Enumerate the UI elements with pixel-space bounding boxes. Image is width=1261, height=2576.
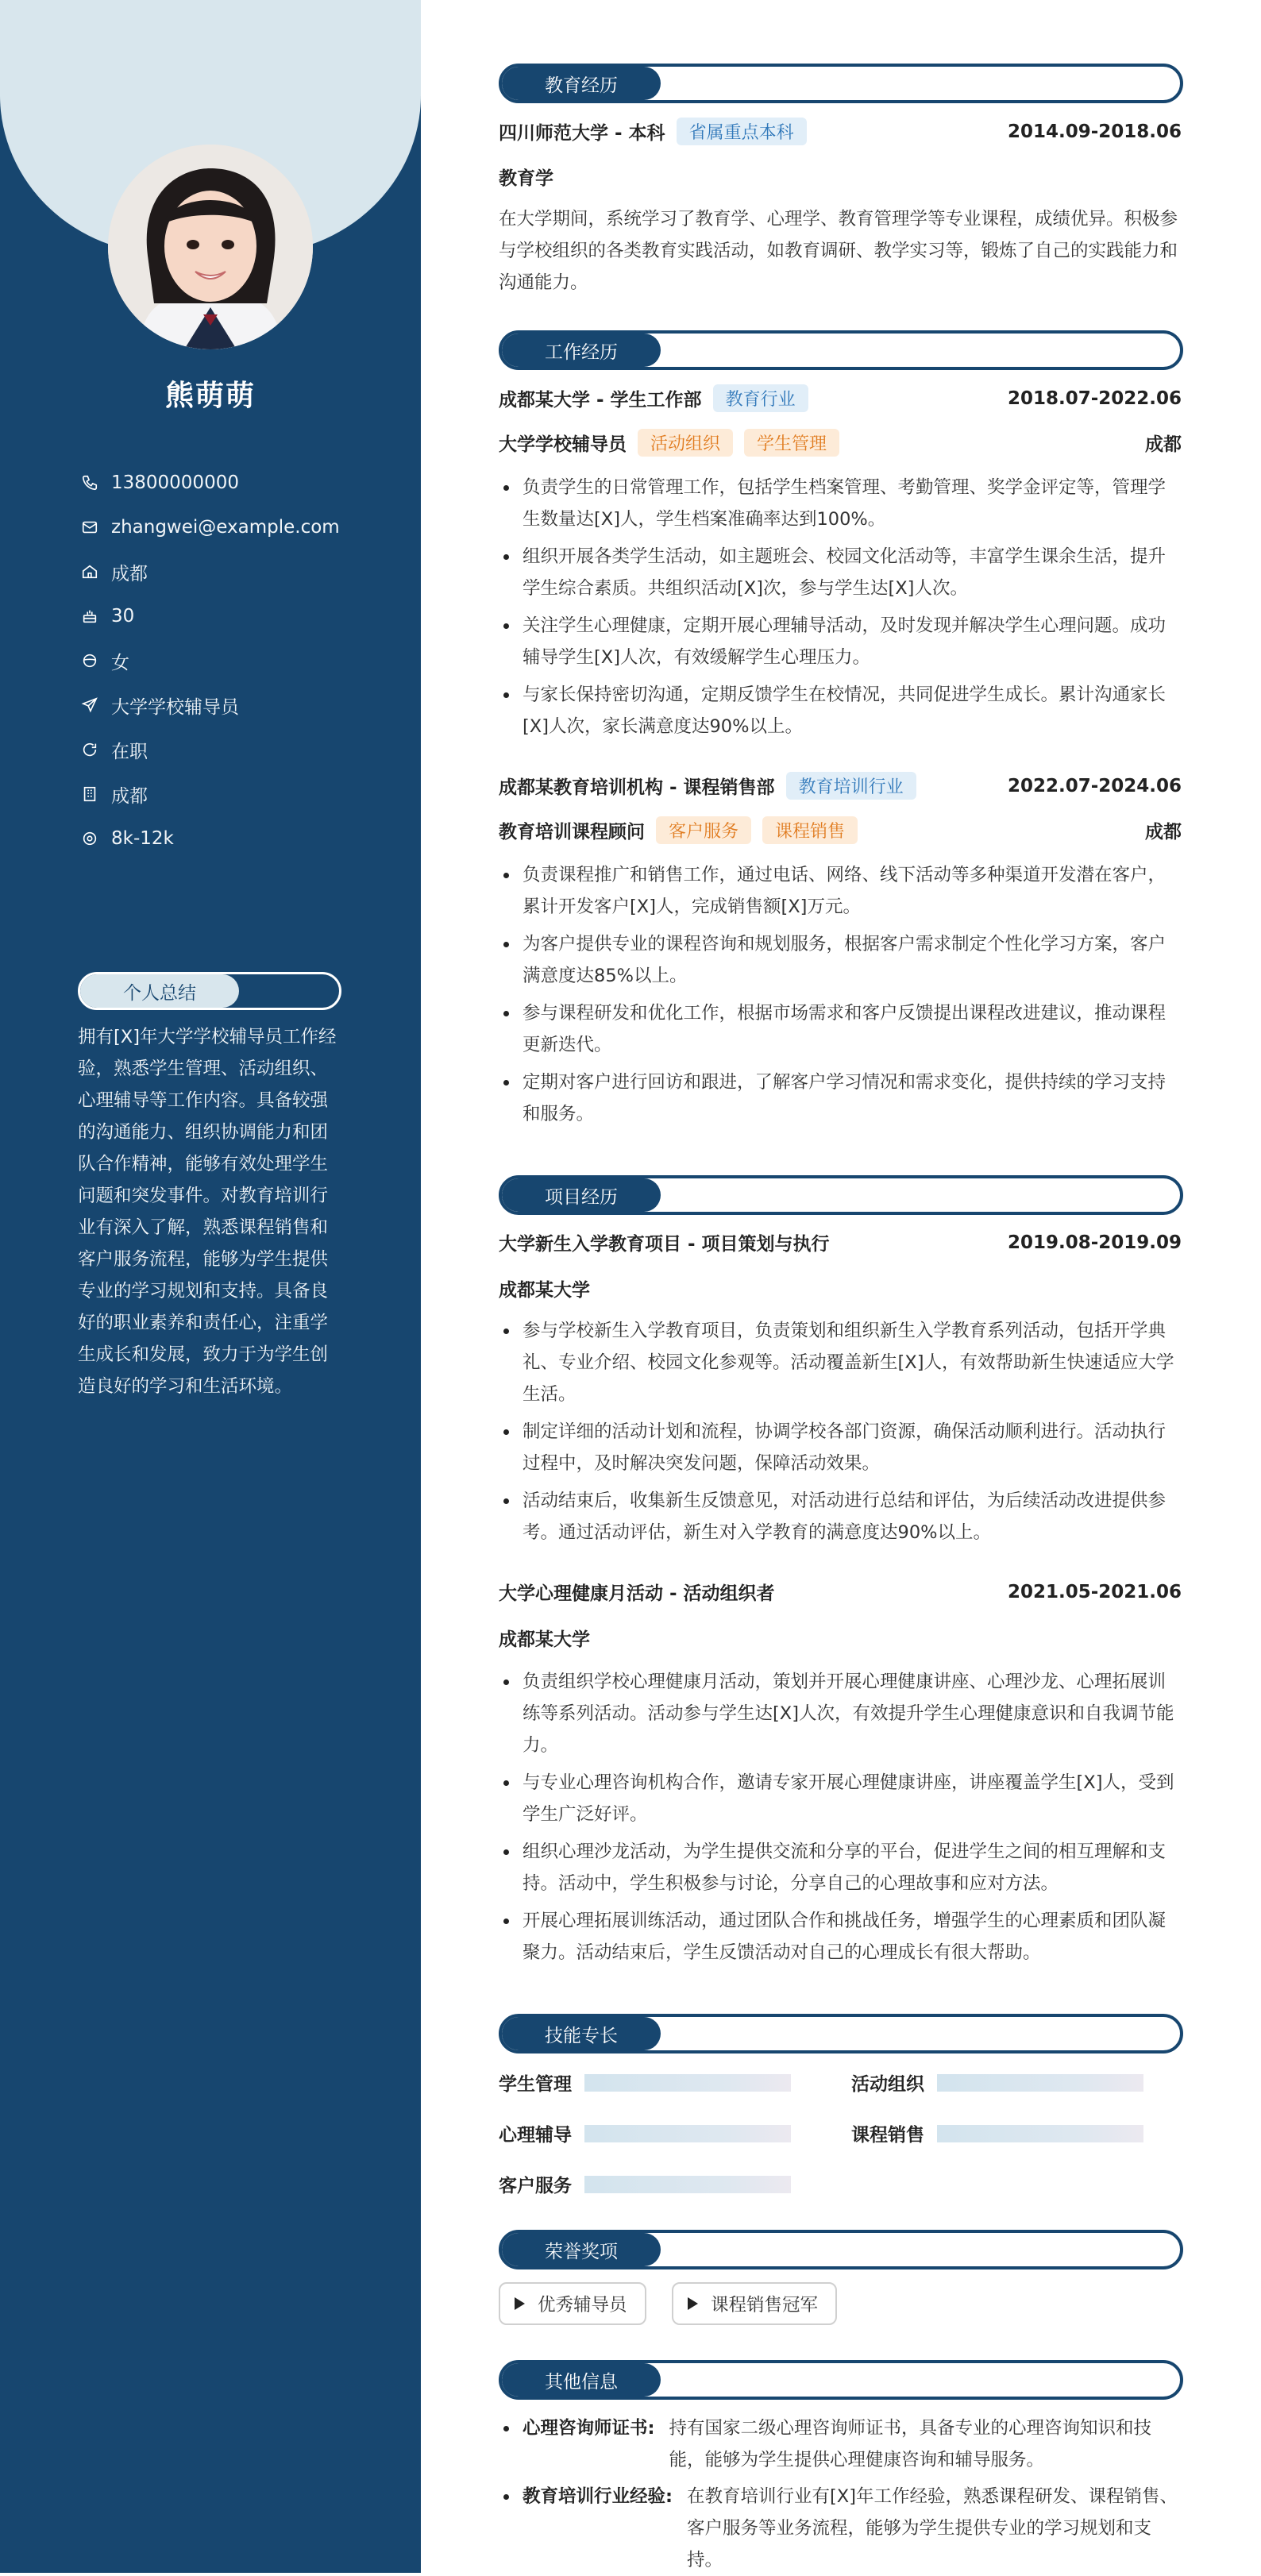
education-major: 教育学 xyxy=(499,168,553,189)
job-date: 2022.07-2024.06 xyxy=(1007,775,1182,796)
list-item: 负责课程推广和销售工作，通过电话、网络、线下活动等多种渠道开发潜在客户，累计开发客户[X]人，完成销售额[X]万元。 xyxy=(499,859,1182,923)
skill-bar xyxy=(937,2125,1143,2142)
play-icon xyxy=(515,2297,525,2310)
skill-bar xyxy=(937,2074,1143,2092)
list-item: 为客户提供专业的课程咨询和规划服务，根据客户需求制定个性化学习方案，客户满意度达85%以上。 xyxy=(499,928,1182,992)
list-item: 定期对客户进行回访和跟进，了解客户学习情况和需求变化，提供持续的学习支持和服务。 xyxy=(499,1066,1182,1130)
skill-bar xyxy=(584,2176,791,2193)
skill-bar xyxy=(584,2074,791,2092)
projects-section-title xyxy=(499,1175,1183,1215)
other-item-key: 心理咨询师证书: xyxy=(523,2418,655,2439)
other-item xyxy=(499,2412,1182,2476)
job-position: 教育培训课程顾问 xyxy=(499,822,645,843)
job-bullets xyxy=(499,472,1182,748)
job-city: 成都 xyxy=(1145,434,1182,455)
contact-age-text: 30 xyxy=(111,606,135,627)
contact-age xyxy=(79,594,340,638)
job-date: 2018.07-2022.06 xyxy=(1007,388,1182,409)
home-icon xyxy=(79,561,100,582)
contact-phone-text: 13800000000 xyxy=(111,472,239,493)
skill-name: 活动组织 xyxy=(851,2074,924,2095)
job-company: 成都某教育培训机构 - 课程销售部 xyxy=(499,777,775,798)
avatar xyxy=(108,145,313,349)
list-item: 负责学生的日常管理工作，包括学生档案管理、考勤管理、奖学金评定等，管理学生数量达[X]人，学生档案准确率达到100%。 xyxy=(499,472,1182,535)
job-header xyxy=(499,772,1182,800)
skill-item xyxy=(851,2120,1143,2146)
project-date: 2021.05-2021.06 xyxy=(1007,1581,1182,1602)
job-tag: 客户服务 xyxy=(656,816,751,844)
contact-location-text: 成都 xyxy=(111,563,148,584)
play-icon xyxy=(688,2297,698,2310)
phone-icon xyxy=(79,472,100,493)
other-item-key: 教育培训行业经验: xyxy=(523,2486,673,2507)
project-name: 大学心理健康月活动 - 活动组织者 xyxy=(499,1583,775,1604)
send-icon xyxy=(79,695,100,715)
skill-name: 客户服务 xyxy=(499,2176,572,2196)
job-bullets xyxy=(499,859,1182,1136)
cake-icon xyxy=(79,606,100,627)
list-item: 开展心理拓展训练活动，通过团队合作和挑战任务，增强学生的心理素质和团队凝聚力。活动结束后，学生反馈活动对自己的心理成长有很大帮助。 xyxy=(499,1905,1182,1969)
bullet-dot xyxy=(499,2412,523,2476)
skill-item xyxy=(499,2069,791,2096)
industry-tag: 教育培训行业 xyxy=(786,772,916,800)
education-date: 2014.09-2018.06 xyxy=(1007,121,1182,142)
education-header xyxy=(499,118,1182,145)
skill-item xyxy=(851,2069,1143,2096)
job-tag: 活动组织 xyxy=(638,429,733,457)
job-position-row xyxy=(499,429,1182,457)
list-item: 参与学校新生入学教育项目，负责策划和组织新生入学教育系列活动，包括开学典礼、专业介绍、校园文化参观等。活动覆盖新生[X]人，有效帮助新生快速适应大学生活。 xyxy=(499,1315,1182,1410)
contact-status xyxy=(79,727,340,772)
education-section-title xyxy=(499,64,1183,103)
contact-city-text: 成都 xyxy=(111,785,148,807)
awards-title-label: 荣誉奖项 xyxy=(502,2233,661,2266)
contact-location xyxy=(79,550,340,594)
school-tag: 省属重点本科 xyxy=(677,118,807,145)
list-item: 组织开展各类学生活动，如主题班会、校园文化活动等，丰富学生课余生活，提升学生综合素质。共组织活动[X]次，参与学生达[X]人次。 xyxy=(499,541,1182,604)
project-org: 成都某大学 xyxy=(499,1280,590,1301)
list-item: 负责组织学校心理健康月活动，策划并开展心理健康讲座、心理沙龙、心理拓展训练等系列活动。活动参与学生达[X]人次，有效提升学生心理健康意识和自我调节能力。 xyxy=(499,1666,1182,1761)
contact-gender xyxy=(79,638,340,683)
project-header xyxy=(499,1579,1182,1605)
work-title-label: 工作经历 xyxy=(502,334,661,367)
list-item: 活动结束后，收集新生反馈意见，对活动进行总结和评估，为后续活动改进提供参考。通过活动评估，新生对入学教育的满意度达90%以上。 xyxy=(499,1485,1182,1548)
skill-name: 心理辅导 xyxy=(499,2125,572,2146)
work-section-title xyxy=(499,330,1183,370)
project-date: 2019.08-2019.09 xyxy=(1007,1232,1182,1253)
project-bullets xyxy=(499,1666,1182,1974)
industry-tag: 教育行业 xyxy=(713,384,808,412)
skill-item xyxy=(499,2171,791,2197)
school-name: 四川师范大学 - 本科 xyxy=(499,123,665,144)
list-item: 关注学生心理健康，定期开展心理辅导活动，及时发现并解决学生心理问题。成功辅导学生[X]人次，有效缓解学生心理压力。 xyxy=(499,610,1182,673)
job-city: 成都 xyxy=(1145,822,1182,843)
job-company: 成都某大学 - 学生工作部 xyxy=(499,390,702,411)
job-tag: 课程销售 xyxy=(762,816,858,844)
contact-salary xyxy=(79,816,340,861)
gender-icon xyxy=(79,650,100,671)
status-icon xyxy=(79,739,100,760)
contact-status-text: 在职 xyxy=(111,741,148,762)
list-item: 参与课程研发和优化工作，根据市场需求和客户反馈提出课程改进建议，推动课程更新迭代。 xyxy=(499,997,1182,1061)
skills-title-label: 技能专长 xyxy=(502,2017,661,2050)
award-badge xyxy=(672,2282,837,2325)
job-position-row xyxy=(499,816,1182,844)
project-bullets xyxy=(499,1315,1182,1554)
project-org: 成都某大学 xyxy=(499,1629,590,1650)
list-item: 制定详细的活动计划和流程，协调学校各部门资源，确保活动顺利进行。活动执行过程中，及时解决突发问题，保障活动效果。 xyxy=(499,1416,1182,1479)
skill-name: 学生管理 xyxy=(499,2074,572,2095)
list-item: 组织心理沙龙活动，为学生提供交流和分享的平台，促进学生之间的相互理解和支持。活动中，学生积极参与讨论，分享自己的心理故事和应对方法。 xyxy=(499,1836,1182,1899)
other-item xyxy=(499,2481,1182,2576)
job-position: 大学学校辅导员 xyxy=(499,434,627,455)
sidebar xyxy=(0,0,421,2573)
project-name: 大学新生入学教育项目 - 项目策划与执行 xyxy=(499,1234,830,1255)
mail-icon xyxy=(79,517,100,538)
contact-salary-text: 8k-12k xyxy=(111,828,174,849)
project-header xyxy=(499,1229,1182,1255)
skill-bar xyxy=(584,2125,791,2142)
contact-phone xyxy=(79,461,340,505)
skill-item xyxy=(499,2120,791,2146)
contact-gender-text: 女 xyxy=(111,652,129,673)
other-title-label: 其他信息 xyxy=(502,2363,661,2397)
salary-icon xyxy=(79,828,100,849)
award-label: 优秀辅导员 xyxy=(538,2295,627,2316)
education-title-label: 教育经历 xyxy=(502,67,661,100)
contact-city xyxy=(79,772,340,816)
candidate-name: 熊萌萌 xyxy=(164,380,256,412)
other-item-value: 持有国家二级心理咨询师证书，具备专业的心理咨询知识和技能，能够为学生提供心理健康咨询和辅导服务。 xyxy=(669,2418,1152,2470)
bullet-dot xyxy=(499,2481,523,2576)
list-item: 与家长保持密切沟通，定期反馈学生在校情况，共同促进学生成长。累计沟通家长[X]人次，家长满意度达90%以上。 xyxy=(499,679,1182,742)
summary-section-title xyxy=(78,972,341,1010)
other-item-value: 在教育培训行业有[X]年工作经验，熟悉课程研发、课程销售、客户服务等业务流程，能够为学生提供专业的学习规划和支持。 xyxy=(687,2486,1178,2570)
awards-section-title xyxy=(499,2230,1183,2269)
skill-name: 课程销售 xyxy=(851,2125,924,2146)
contact-list xyxy=(79,461,340,861)
summary-text: 拥有[X]年大学学校辅导员工作经验，熟悉学生管理、活动组织、心理辅导等工作内容。具备较强的沟通能力、组织协调能力和团队合作精神，能够有效处理学生问题和突发事件。对教育培训行业有深入了解，熟悉课程销售和客户服务流程，能够为学生提供专业的学习规划和支持。具备良好的职业素养和责任心，注重学生成长和发展，致力于为学生创造良好的学习和生活环境。 xyxy=(78,1027,337,1397)
projects-title-label: 项目经历 xyxy=(502,1178,661,1212)
contact-email xyxy=(79,505,340,550)
other-section-title xyxy=(499,2360,1183,2400)
award-badge xyxy=(499,2282,646,2325)
skills-section-title xyxy=(499,2014,1183,2053)
contact-position-text: 大学学校辅导员 xyxy=(111,696,239,718)
building-icon xyxy=(79,784,100,804)
education-desc: 在大学期间，系统学习了教育学、心理学、教育管理学等专业课程，成绩优异。积极参与学校组织的各类教育实践活动，如教育调研、教学实习等，锻炼了自己的实践能力和沟通能力。 xyxy=(499,209,1178,293)
job-header xyxy=(499,384,1182,412)
job-tag: 学生管理 xyxy=(744,429,839,457)
summary-title-label: 个人总结 xyxy=(80,974,239,1008)
contact-position xyxy=(79,683,340,727)
list-item: 与专业心理咨询机构合作，邀请专家开展心理健康讲座，讲座覆盖学生[X]人，受到学生广泛好评。 xyxy=(499,1767,1182,1830)
contact-email-text: zhangwei@example.com xyxy=(111,517,340,538)
award-label: 课程销售冠军 xyxy=(711,2295,819,2316)
